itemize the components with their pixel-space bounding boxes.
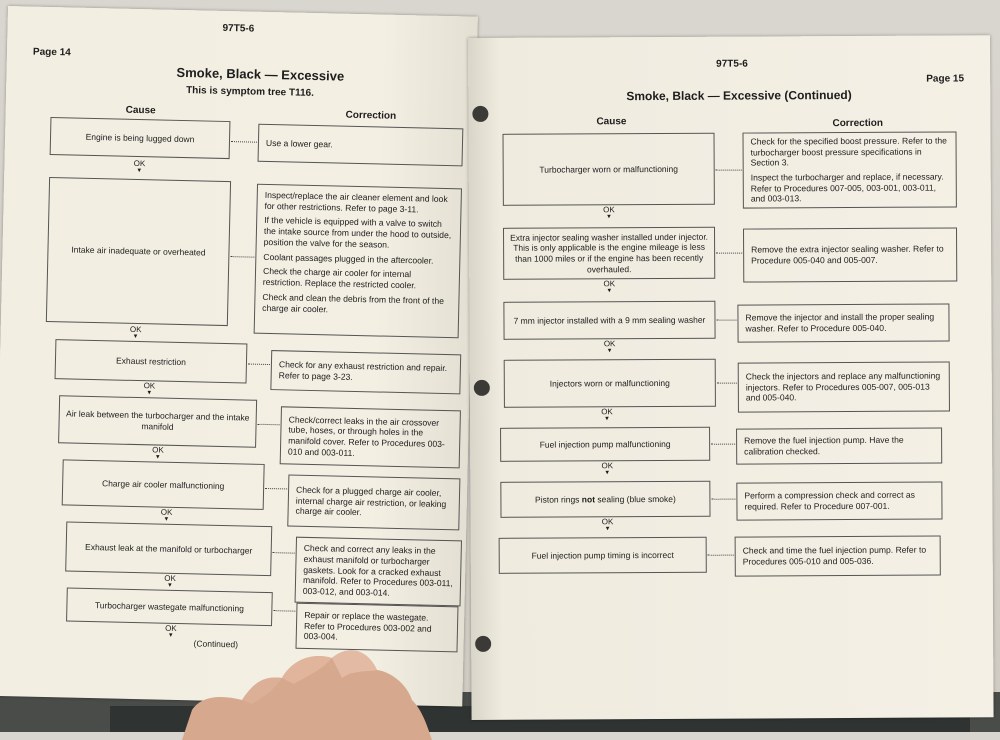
correction-box [270,350,461,394]
page-number: Page 14 [32,46,71,59]
page-number: Page 15 [926,73,965,85]
cause-box: Injectors worn or malfunctioning [504,359,716,408]
correction-box [735,536,941,577]
binder-hole [472,106,488,122]
cause-text: Piston rings [534,494,582,505]
cause-box: Extra injector sealing washer installed under injector. This is only applicable is the engine mileage is less than 1000 miles or if the engine has been recently overhauled. [503,227,715,280]
correction-text: Inspect the turbocharger and replace, if necessary. Refer to Procedures 007-005, 003-001, 003-011, and 003-013. [750,171,944,204]
ok-label: OK [133,158,146,169]
correction-text: Coolant passages plugged in the aftercooler. [263,251,434,266]
ok-arrow: OK ▼ [601,517,614,533]
ok-label: OK [603,339,616,349]
binder-hole [474,380,490,396]
manual-page-14 [0,6,478,706]
hand-photo-element [182,640,432,740]
ok-label: OK [603,205,615,215]
ok-label: OK [601,517,614,527]
ok-arrow: OK ▼ [603,205,615,221]
correction-text: Perform a compression check and correct as required. Refer to Procedure 007-001. [744,489,915,512]
correction-text: Check and correct any leaks in the exhaust manifold or turbocharger gaskets. Look for a cracked exhaust manifold. Refer to Procedures 003-011, 003-012, and 003-014. [302,543,453,598]
dotted-leader [717,383,737,384]
ok-label: OK [129,324,142,335]
correction-box [287,474,460,530]
manual-page-15 [468,35,994,720]
correction-box [742,131,956,208]
ok-arrow: OK ▼ [601,407,613,423]
correction-box [738,361,950,412]
ok-arrow: OK ▼ [129,324,142,341]
dotted-leader [716,253,742,254]
ok-arrow: OK ▼ [160,507,173,523]
cause-box: Fuel injection pump malfunctioning [500,427,710,462]
correction-text: Check the charge air cooler for internal restriction. Replace the restricted cooler. [262,266,417,291]
dotted-leader [231,141,257,143]
ok-arrow: OK ▼ [165,623,177,639]
dotted-leader [716,320,736,321]
correction-column-header: Correction [345,109,397,122]
correction-text: Repair or replace the wastegate. Refer to Procedures 003-002 and 003-004. [303,609,432,643]
ok-arrow: OK ▼ [164,573,176,589]
correction-box [736,482,942,521]
cause-text-emphasis: not [581,494,596,505]
ok-label: OK [160,507,173,517]
ok-arrow: OK ▼ [603,279,616,295]
dotted-leader [708,555,734,556]
ok-arrow: OK ▼ [152,445,164,461]
cause-box: Intake air inadequate or overheated [46,177,231,326]
correction-box [280,406,461,468]
dotted-leader [273,610,295,611]
correction-box [295,537,462,607]
cause-box: 7 mm injector installed with a 9 mm sealing washer [503,301,715,340]
correction-box [254,184,462,339]
correction-text: If the vehicle is equipped with a valve to switch the intake source from under the hood to outside, position the valve for the season. [263,215,452,250]
dotted-leader [711,499,735,500]
cause-box: Exhaust restriction [55,339,248,383]
correction-text: Remove the extra injector sealing washer. Refer to Procedure 005-040 and 005-007. [751,243,944,266]
correction-text: Remove the injector and install the proper sealing washer. Refer to Procedure 005-040. [745,311,935,334]
dotted-leader [716,170,742,171]
cause-box: Turbocharger worn or malfunctioning [503,133,715,206]
cause-box: Charge air cooler malfunctioning [62,459,265,510]
ok-arrow: OK ▼ [601,461,614,477]
page-title: Smoke, Black — Excessive (Continued) [626,87,852,104]
correction-column-header: Correction [832,117,884,130]
cause-box: Turbocharger wastegate malfunctioning [66,587,273,626]
correction-text: Check for a plugged charge air cooler, internal charge air restriction, or leaking charge air cooler. [295,484,447,518]
correction-text: Remove the fuel injection pump. Have the calibration checked. [744,434,904,457]
correction-text: Check and clean the debris from the front of the charge air cooler. [262,291,445,314]
ok-arrow: OK ▼ [133,158,146,175]
dotted-leader [265,488,287,489]
correction-text: Use a lower gear. [265,137,333,150]
document-code: 97T5-6 [716,58,748,70]
cause-box: Air leak between the turbocharger and the intake manifold [58,395,257,447]
ok-label: OK [143,381,156,391]
correction-box [736,428,942,465]
correction-text: Check/correct leaks in the air crossover tube, hoses, or through holes in the manifold cover. Refer to Procedures 003-010 and 003-011. [287,414,445,458]
correction-box [743,227,957,282]
cause-box [500,481,710,518]
dotted-leader [711,444,735,445]
document-code: 97T5-6 [222,22,255,35]
cause-text: sealing (blue smoke) [594,493,676,505]
cause-box: Fuel injection pump timing is incorrect [499,537,707,574]
ok-arrow: OK ▼ [603,339,616,355]
cause-column-header: Cause [125,104,156,117]
dotted-leader [230,256,254,258]
correction-text: Check and time the fuel injection pump. Refer to Procedures 005-010 and 005-036. [742,544,927,567]
correction-box [737,303,949,342]
symptom-tree-note: This is symptom tree T116. [186,85,315,99]
ok-label: OK [152,445,164,455]
binder-hole [475,636,491,652]
correction-text: Check the injectors and replace any malfunctioning injectors. Refer to Procedures 005-007, 005-013 and 005-040. [745,370,941,403]
dotted-leader [258,424,280,425]
ok-label: OK [601,407,613,417]
correction-text: Check for any exhaust restriction and repair. Refer to page 3-23. [278,359,448,382]
correction-text: Inspect/replace the air cleaner element and look for other restrictions. Refer to page 3-11. [264,189,448,215]
ok-label: OK [603,279,616,289]
correction-text: Check for the specified boost pressure. Refer to the turbocharger boost pressure specifications in Section 3. [750,135,947,168]
cause-box: Exhaust leak at the manifold or turbocharger [65,521,272,576]
cause-column-header: Cause [596,116,627,128]
cause-box: Engine is being lugged down [50,117,231,159]
ok-arrow: OK ▼ [143,381,156,397]
page-title: Smoke, Black — Excessive [176,64,345,84]
dotted-leader [273,552,295,553]
ok-label: OK [165,623,177,633]
continued-note: (Continued) [193,638,239,650]
ok-label: OK [601,461,614,471]
ok-label: OK [164,573,176,583]
dotted-leader [248,364,270,365]
correction-box [258,124,464,167]
